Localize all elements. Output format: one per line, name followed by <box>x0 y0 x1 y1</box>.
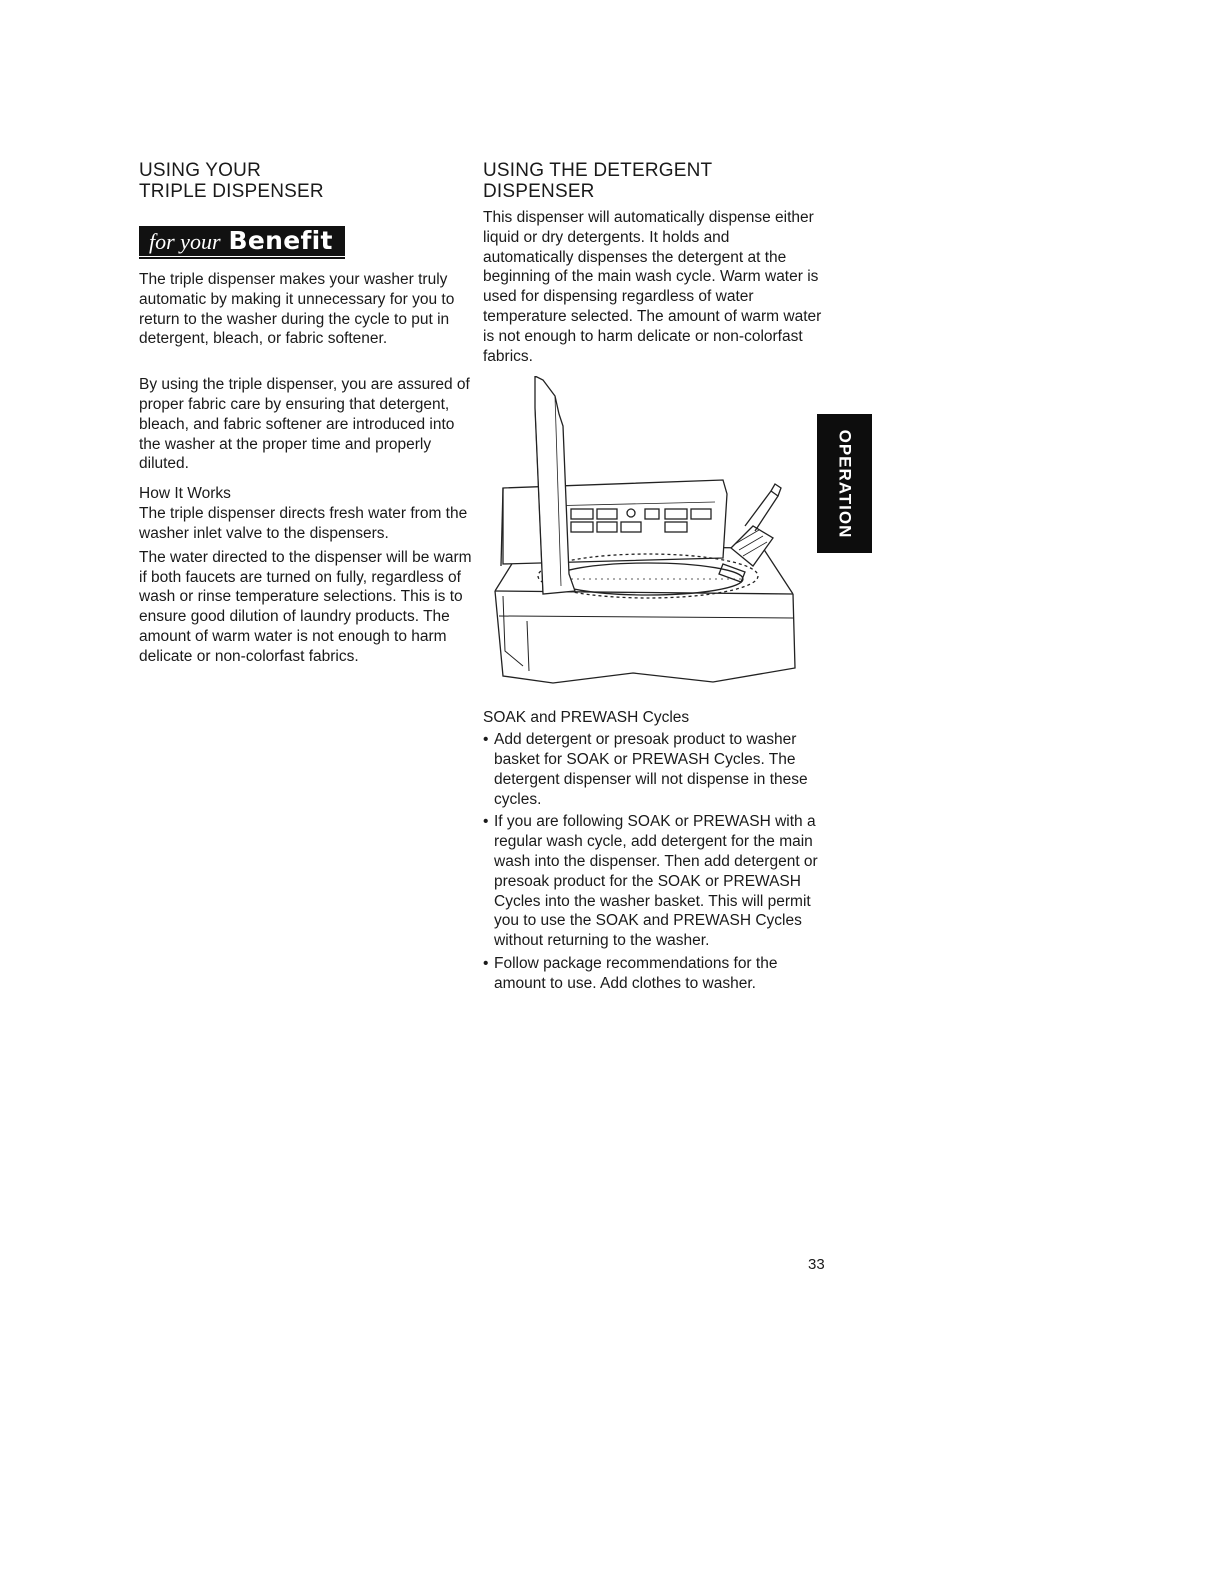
side-tab-label: OPERATION <box>835 429 855 538</box>
heading-line-1: USING THE DETERGENT <box>483 160 713 181</box>
heading-line-2: DISPENSER <box>483 181 595 202</box>
detergent-dispenser-paragraph: This dispenser will automatically dispense either liquid or dry detergents. It holds and automatically dispenses the detergent at the beginning of the main wash cycle. Warm water is used for dispensing regardless of water temperature selected. The amount of warm water is not enough to harm delicate or non-colorfast fabrics. <box>483 209 822 365</box>
operation-side-tab <box>817 414 872 553</box>
intro-paragraph: The triple dispenser makes your washer truly automatic by making it unnecessary for you to return to the washer during the cycle to put in detergent, bleach, or fabric softener. <box>139 271 455 348</box>
page-number: 33 <box>808 1256 825 1273</box>
washer-drawing <box>483 376 808 696</box>
list-item: • Add detergent or presoak product to washer basket for SOAK or PREWASH Cycles. The detergent dispenser will not dispense in these cycles. <box>483 730 823 809</box>
heading-line-2: TRIPLE DISPENSER <box>139 181 324 202</box>
list-item: • If you are following SOAK or PREWASH with a regular wash cycle, add detergent for the main wash into the dispenser. Then add detergent or presoak product for the SOAK or PREWASH Cycles into the washer basket. This will permit you to use the SOAK and PREWASH Cycles without returning to the washer. <box>483 812 823 951</box>
section-heading-triple-dispenser <box>139 160 474 202</box>
right-column <box>483 160 823 997</box>
benefit-paragraph: By using the triple dispenser, you are assured of proper fabric care by ensuring that detergent, bleach, and fabric softener are introduced into the washer at the proper time and properly diluted. <box>139 376 470 473</box>
how-it-works-paragraph: The triple dispenser directs fresh water from the washer inlet valve to the dispensers. <box>139 505 468 542</box>
badge-bold-text: Benefit <box>228 226 333 255</box>
soak-prewash-list <box>483 730 823 993</box>
warm-water-paragraph: The water directed to the dispenser will be warm if both faucets are turned on fully, regardless of wash or rinse temperature selections. This is to ensure good dilution of laundry products. The amount of warm water is not enough to harm delicate or non-colorfast fabrics. <box>139 548 472 665</box>
left-column <box>139 160 474 667</box>
list-item: • Follow package recommendations for the amount to use. Add clothes to washer. <box>483 954 823 994</box>
for-your-benefit-badge <box>139 226 345 256</box>
badge-underline <box>139 257 345 259</box>
how-it-works-heading: How It Works <box>139 485 231 503</box>
heading-line-1: USING YOUR <box>139 160 262 181</box>
badge-script-text: for your <box>149 229 221 254</box>
soak-prewash-heading: SOAK and PREWASH Cycles <box>483 709 690 727</box>
section-heading-detergent-dispenser <box>483 160 823 202</box>
washer-illustration <box>483 376 808 696</box>
